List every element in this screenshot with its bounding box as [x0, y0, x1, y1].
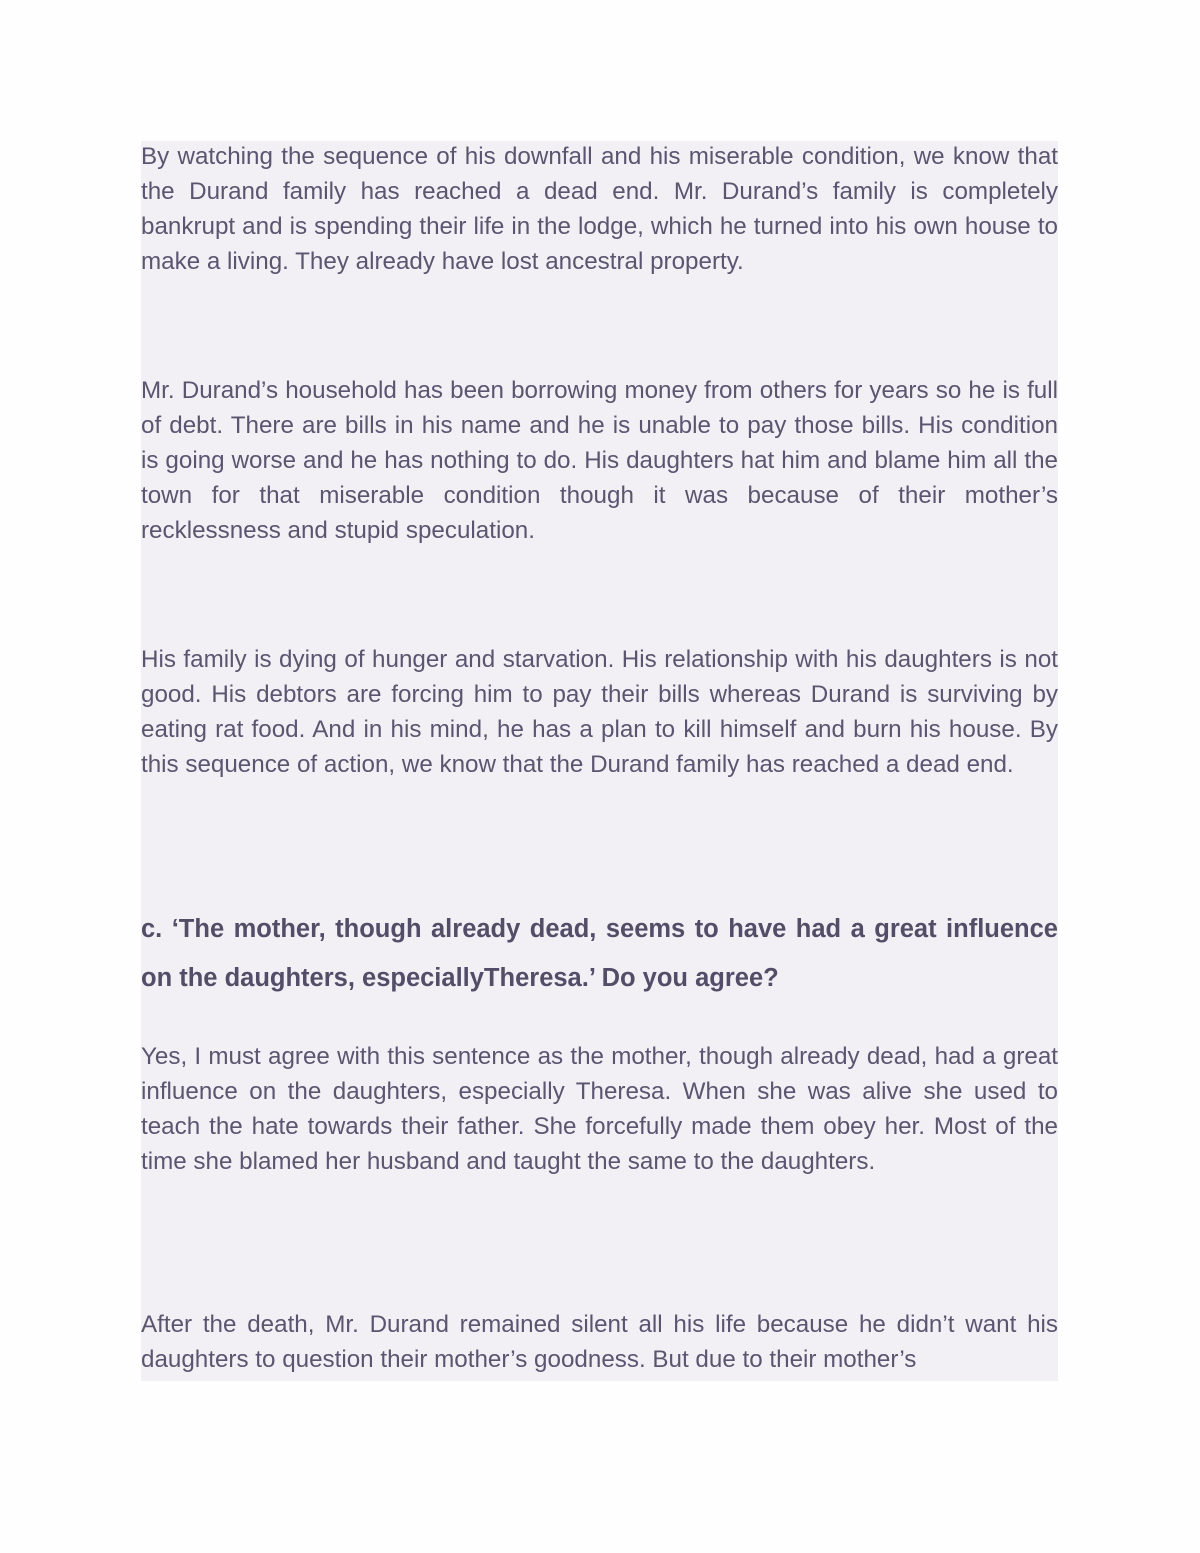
highlighted-text-block — [141, 141, 1058, 1381]
question-heading: c. ‘The mother, though already dead, seems to have had a great influence on the daughters, especiallyTheresa.’ Do you agree? — [141, 915, 1058, 992]
paragraph-downfall: By watching the sequence of his downfall and his miserable condition, we know that the Durand family has reached a dead end. Mr. Durand’s family is completely bankrupt and is spending their life in the lodge, which he turned into his own house to make a living. They already have lost ancestral property. — [141, 143, 1058, 275]
paragraph-answer-after-death: After the death, Mr. Durand remained silent all his life because he didn’t want his daughters to question their mother’s goodness. But due to their mother’s — [141, 1311, 1058, 1373]
paragraph-answer-agree: Yes, I must agree with this sentence as the mother, though already dead, had a great influence on the daughters, especially Theresa. When she was alive she used to teach the hate towards their father. She forcefully made them obey her. Most of the time she blamed her husband and taught the same to the daughters. — [141, 1043, 1058, 1175]
paragraph-debt: Mr. Durand’s household has been borrowing money from others for years so he is full of debt. There are bills in his name and he is unable to pay those bills. His condition is going worse and he has nothing to do. His daughters hat him and blame him all the town for that miserable condition though it was because of their mother’s recklessness and stupid speculation. — [141, 377, 1058, 544]
paragraph-hunger: His family is dying of hunger and starvation. His relationship with his daughters is not good. His debtors are forcing him to pay their bills whereas Durand is surviving by eating rat food. And in his mind, he has a plan to kill himself and burn his house. By this sequence of action, we know that the Durand family has reached a dead end. — [141, 646, 1058, 778]
